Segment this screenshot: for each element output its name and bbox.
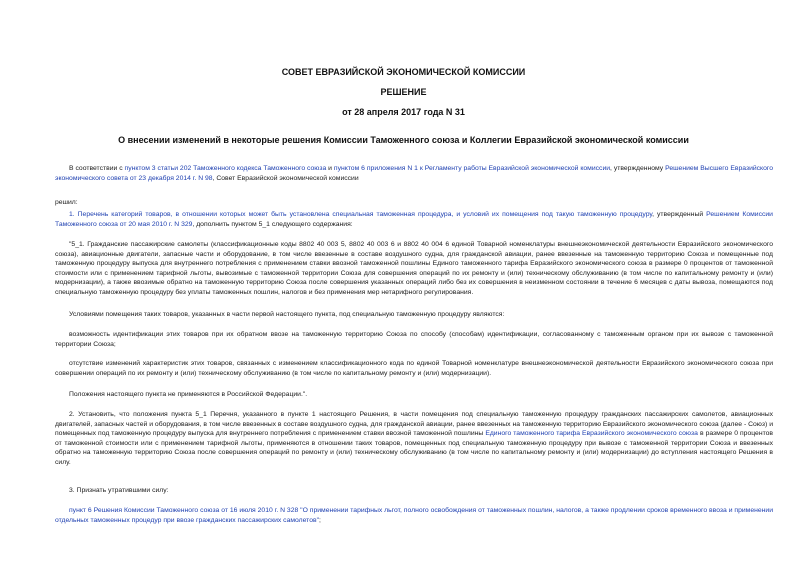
link-supreme-council-decision[interactable]: Решением Высшего Евразийского экономического совета от 23 декабря 2014 г. N 98 bbox=[55, 165, 774, 182]
link-customs-code-article[interactable]: пунктом 3 статьи 202 Таможенного кодекса Таможенного союза bbox=[124, 165, 327, 172]
paragraph-3: 3. Признать утратившими силу: bbox=[69, 487, 169, 494]
preamble-paragraph: В соответствии с пунктом 3 статьи 202 Таможенного кодекса Таможенного союза и пунктом 6 приложения N 1 к Регламенту работы Евразийской экономической комиссии, утвержденному Решением Высшего Евразийского экономического совета от 23 декабря 2014 г. N 98, Совет Евразийской экономической комиссии bbox=[55, 165, 774, 182]
org-title: СОВЕТ ЕВРАЗИЙСКОЙ ЭКОНОМИЧЕСКОЙ КОМИССИИ bbox=[281, 67, 526, 77]
link-common-customs-tariff[interactable]: Единого таможенного тарифа Евразийского экономического союза bbox=[485, 430, 698, 438]
link-commission-decision-328[interactable]: пункт 6 Решения Комиссии Таможенного союза от 16 июля 2010 г. N 328 "О применении тарифных льгот, полного освобождения от таможенных пошлин, налогов, а также продлении сроков временного ввоза и применении отдельных таможенных процедур при ввозе гражданских пассажирских самолетов" bbox=[55, 507, 773, 524]
paragraph-5-1: "5_1. Гражданские пассажирские самолеты (классификационные коды 8802 40 003 5, 8802 40 003 6 и 8802 40 004 6 единой Товарной номенклатуры внешнеэкономической деятельности Евразийского экономического союза), авиационные двигатели, запасные части и оборудование, в том числе ввезенные в составе воздушного судна, для гражданской авиации, ранее ввезенные на таможенную территорию Союза и помещенные под таможенную процедуру выпуска для внутреннего потребления с применением ставки ввозной таможенной пошлины Единого таможенного тарифа Евразийского экономического союза в размере 0 процентов от таможенной стоимости или с применением тарифной льготы, вывозимые с таможенной территории Союза для совершения операций по их ремонту и (или) техническому обслуживанию (в том числе по капитальному ремонту и (или) модернизации), а также ввозимые обратно на таможенную территорию Союза после совершения указанных операций либо без их совершения в неизменном состоянии в течение 6 месяцев с даты вывоза, помещаются под специальную таможенную процедуру без уплаты таможенных пошлин, налогов и без применения мер нетарифного регулирования. bbox=[55, 241, 773, 296]
condition-no-changes: отсутствие изменений характеристик этих товаров, связанных с изменением классификационного кода по единой Товарной номенклатуре внешнеэкономической деятельности Евразийского экономического союза при совершении операций по их ремонту и (или) техническому обслуживанию (в том числе по капитальному ремонту и (или) модернизации). bbox=[55, 360, 773, 377]
conditions-intro: Условиями помещения таких товаров, указанных в части первой настоящего пункта, под специальную таможенную процедуру являются: bbox=[69, 311, 505, 318]
paragraph-1: 1. Перечень категорий товаров, в отношении которых может быть установлена специальная таможенная процедура, и условий их помещения под такую таможенную процедуру, утвержденный Решением Комиссии Таможенного союза от 20 мая 2010 г. N 329, дополнить пунктом 5_1 следующего содержания: bbox=[55, 211, 773, 228]
doc-subject: О внесении изменений в некоторые решения Комиссии Таможенного союза и Коллегии Евразийской экономической комиссии bbox=[118, 135, 689, 145]
link-commission-regulation[interactable]: пунктом 6 приложения N 1 к Регламенту работы Евразийской экономической комиссии bbox=[333, 165, 611, 172]
condition-identification: возможность идентификации этих товаров при их обратном ввозе на таможенную территорию Союза по способу (способам) идентификации, согласованному с таможенным органом при их вывозе с таможенной территории Союза; bbox=[55, 331, 773, 348]
repealed-item: пункт 6 Решения Комиссии Таможенного союза от 16 июля 2010 г. N 328 "О применении тарифных льгот, полного освобождения от таможенных пошлин, налогов, а также продлении сроков временного ввоза и применении отдельных таможенных процедур при ввозе гражданских пассажирских самолетов"; bbox=[55, 507, 773, 524]
paragraph-2: 2. Установить, что положения пункта 5_1 Перечня, указанного в пункте 1 настоящего Решения, в части помещения под специальную таможенную процедуру гражданских пассажирских самолетов, авиационных двигателей, запасных частей и оборудования, в том числе ввезенных в составе воздушного судна, для гражданской авиации, ранее ввезенных на таможенную территорию Евразийского экономического союза (далее - Союз) и помещенных под таможенную процедуру выпуска для внутреннего потребления с применением ставки ввозной таможенной пошлины Единого таможенного тарифа Евразийского экономического союза в размере 0 процентов от таможенной стоимости или с применением тарифной льготы, применяются в отношении таких товаров, помещенных под специальную таможенную процедуру при вывозе с таможенной территории Союза и ввезенных обратно на таможенную территорию Союза после совершения операций по ремонту и (или) техническому обслуживанию (в том числе по капитальному ремонту и (или) модернизации) до вступления настоящего Решения в силу. bbox=[55, 411, 774, 466]
link-commission-decision-329[interactable]: Решением Комиссии Таможенного союза от 20 мая 2010 г. N 329 bbox=[55, 211, 773, 228]
link-goods-categories-list[interactable]: 1. Перечень категорий товаров, в отношении которых может быть установлена специальная таможенная процедура, и условий их помещения под такую таможенную процедуру bbox=[69, 211, 653, 218]
doc-type-title: РЕШЕНИЕ bbox=[380, 87, 427, 97]
decided-label: решил: bbox=[55, 199, 78, 206]
doc-date: от 28 апреля 2017 года N 31 bbox=[342, 107, 465, 117]
russia-exception: Положения настоящего пункта не применяются в Российской Федерации.". bbox=[69, 391, 308, 398]
